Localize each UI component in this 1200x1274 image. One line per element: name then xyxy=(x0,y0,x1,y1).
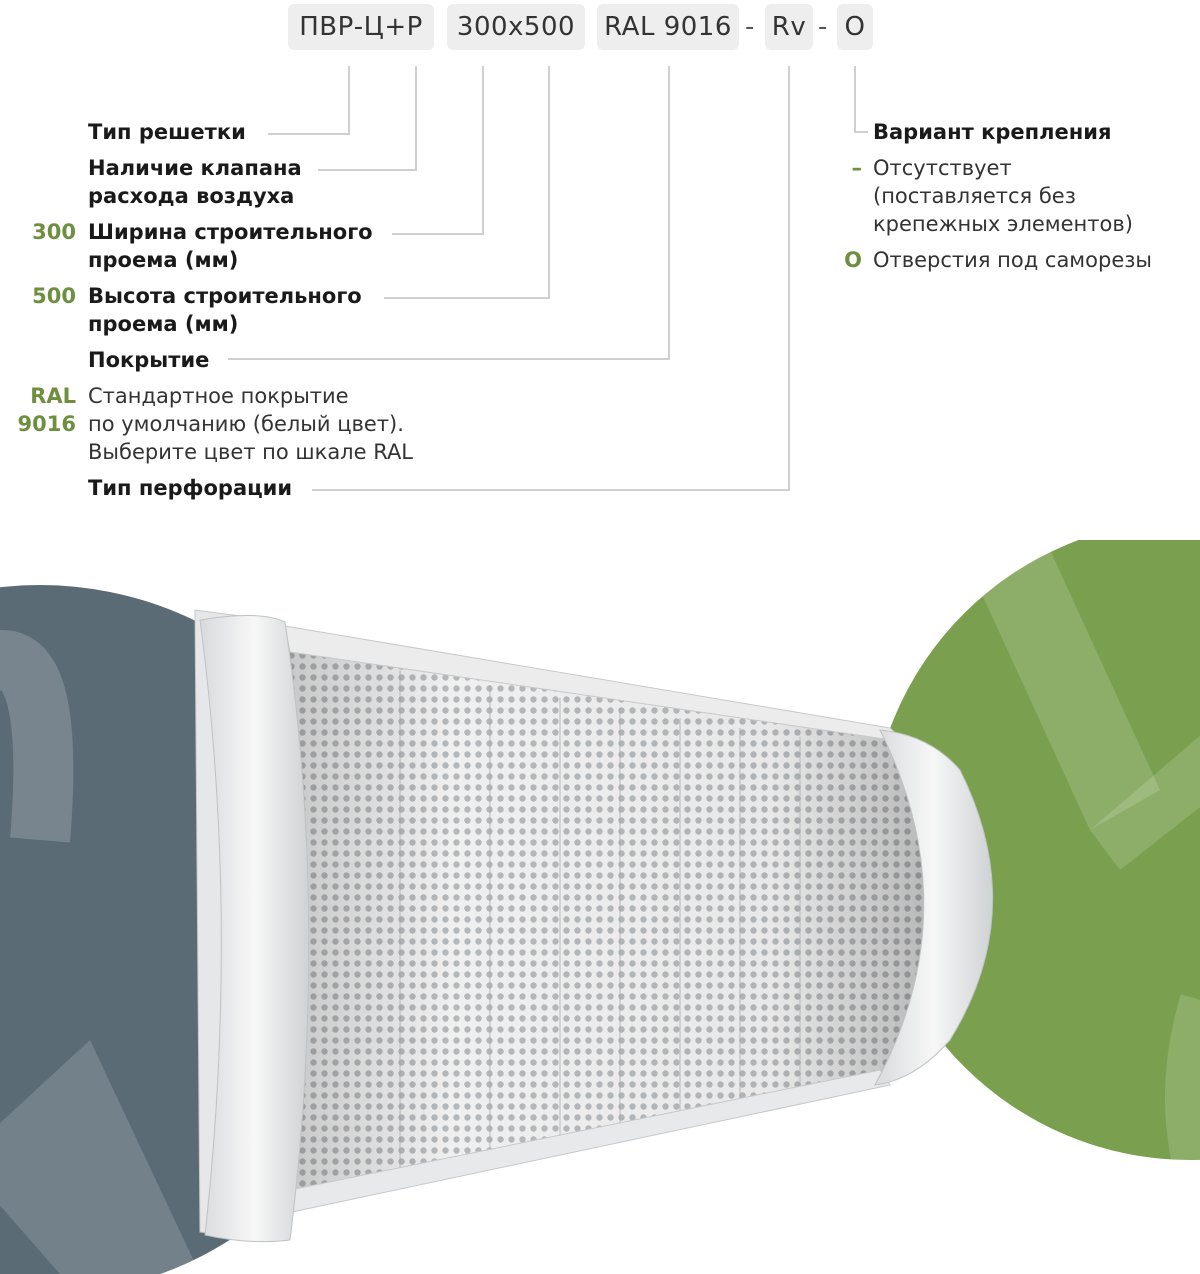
grille-body xyxy=(195,610,993,1242)
label-mount-holes: Отверстия под саморезы xyxy=(873,248,1152,272)
label-perforation: Тип перфорации xyxy=(88,476,293,500)
label-valve-line2: расхода воздуха xyxy=(88,184,295,208)
code-chip-ral: RAL 9016 xyxy=(597,4,739,50)
label-mount-title: Вариант крепления xyxy=(873,120,1112,144)
code-chip-size: 300x500 xyxy=(447,4,585,50)
code-chip-type: ПВР-Ц+Р xyxy=(288,4,434,50)
code-ral-line1: RAL xyxy=(30,384,76,408)
label-valve-line1: Наличие клапана xyxy=(88,156,302,180)
label-height-line2: проема (мм) xyxy=(88,312,239,336)
label-width xyxy=(88,218,373,274)
label-coating-desc-line1: Стандартное покрытие xyxy=(88,384,349,408)
code-chip-perforation: Rv xyxy=(765,4,813,50)
label-mount-none-line3: крепежных элементов) xyxy=(873,212,1133,236)
label-width-line1: Ширина строительного xyxy=(88,220,373,244)
code-mount-holes: O xyxy=(844,248,862,272)
label-valve xyxy=(88,154,302,210)
label-mount-none-line2: (поставляется без xyxy=(873,184,1076,208)
code-mount-none: – xyxy=(851,156,862,180)
code-ral xyxy=(14,382,76,438)
code-separator: - xyxy=(745,12,755,42)
code-height: 500 xyxy=(32,284,76,308)
label-coating-desc-line3: Выберите цвет по шкале RAL xyxy=(88,440,414,464)
code-ral-line2: 9016 xyxy=(17,412,76,436)
code-separator: - xyxy=(818,12,828,42)
label-width-line2: проема (мм) xyxy=(88,248,239,272)
label-mount-none-line1: Отсутствует xyxy=(873,156,1012,180)
label-height-line1: Высота строительного xyxy=(88,284,362,308)
label-grille-type: Тип решетки xyxy=(88,120,246,144)
label-mount-none xyxy=(873,154,1133,238)
label-coating-desc xyxy=(88,382,413,466)
code-width: 300 xyxy=(32,220,76,244)
label-coating-desc-line2: по умолчанию (белый цвет). xyxy=(88,412,404,436)
code-chip-mount: O xyxy=(837,4,873,50)
grille-photo xyxy=(0,540,1200,1274)
label-height xyxy=(88,282,362,338)
connector-line xyxy=(854,66,868,133)
label-coating: Покрытие xyxy=(88,348,210,372)
